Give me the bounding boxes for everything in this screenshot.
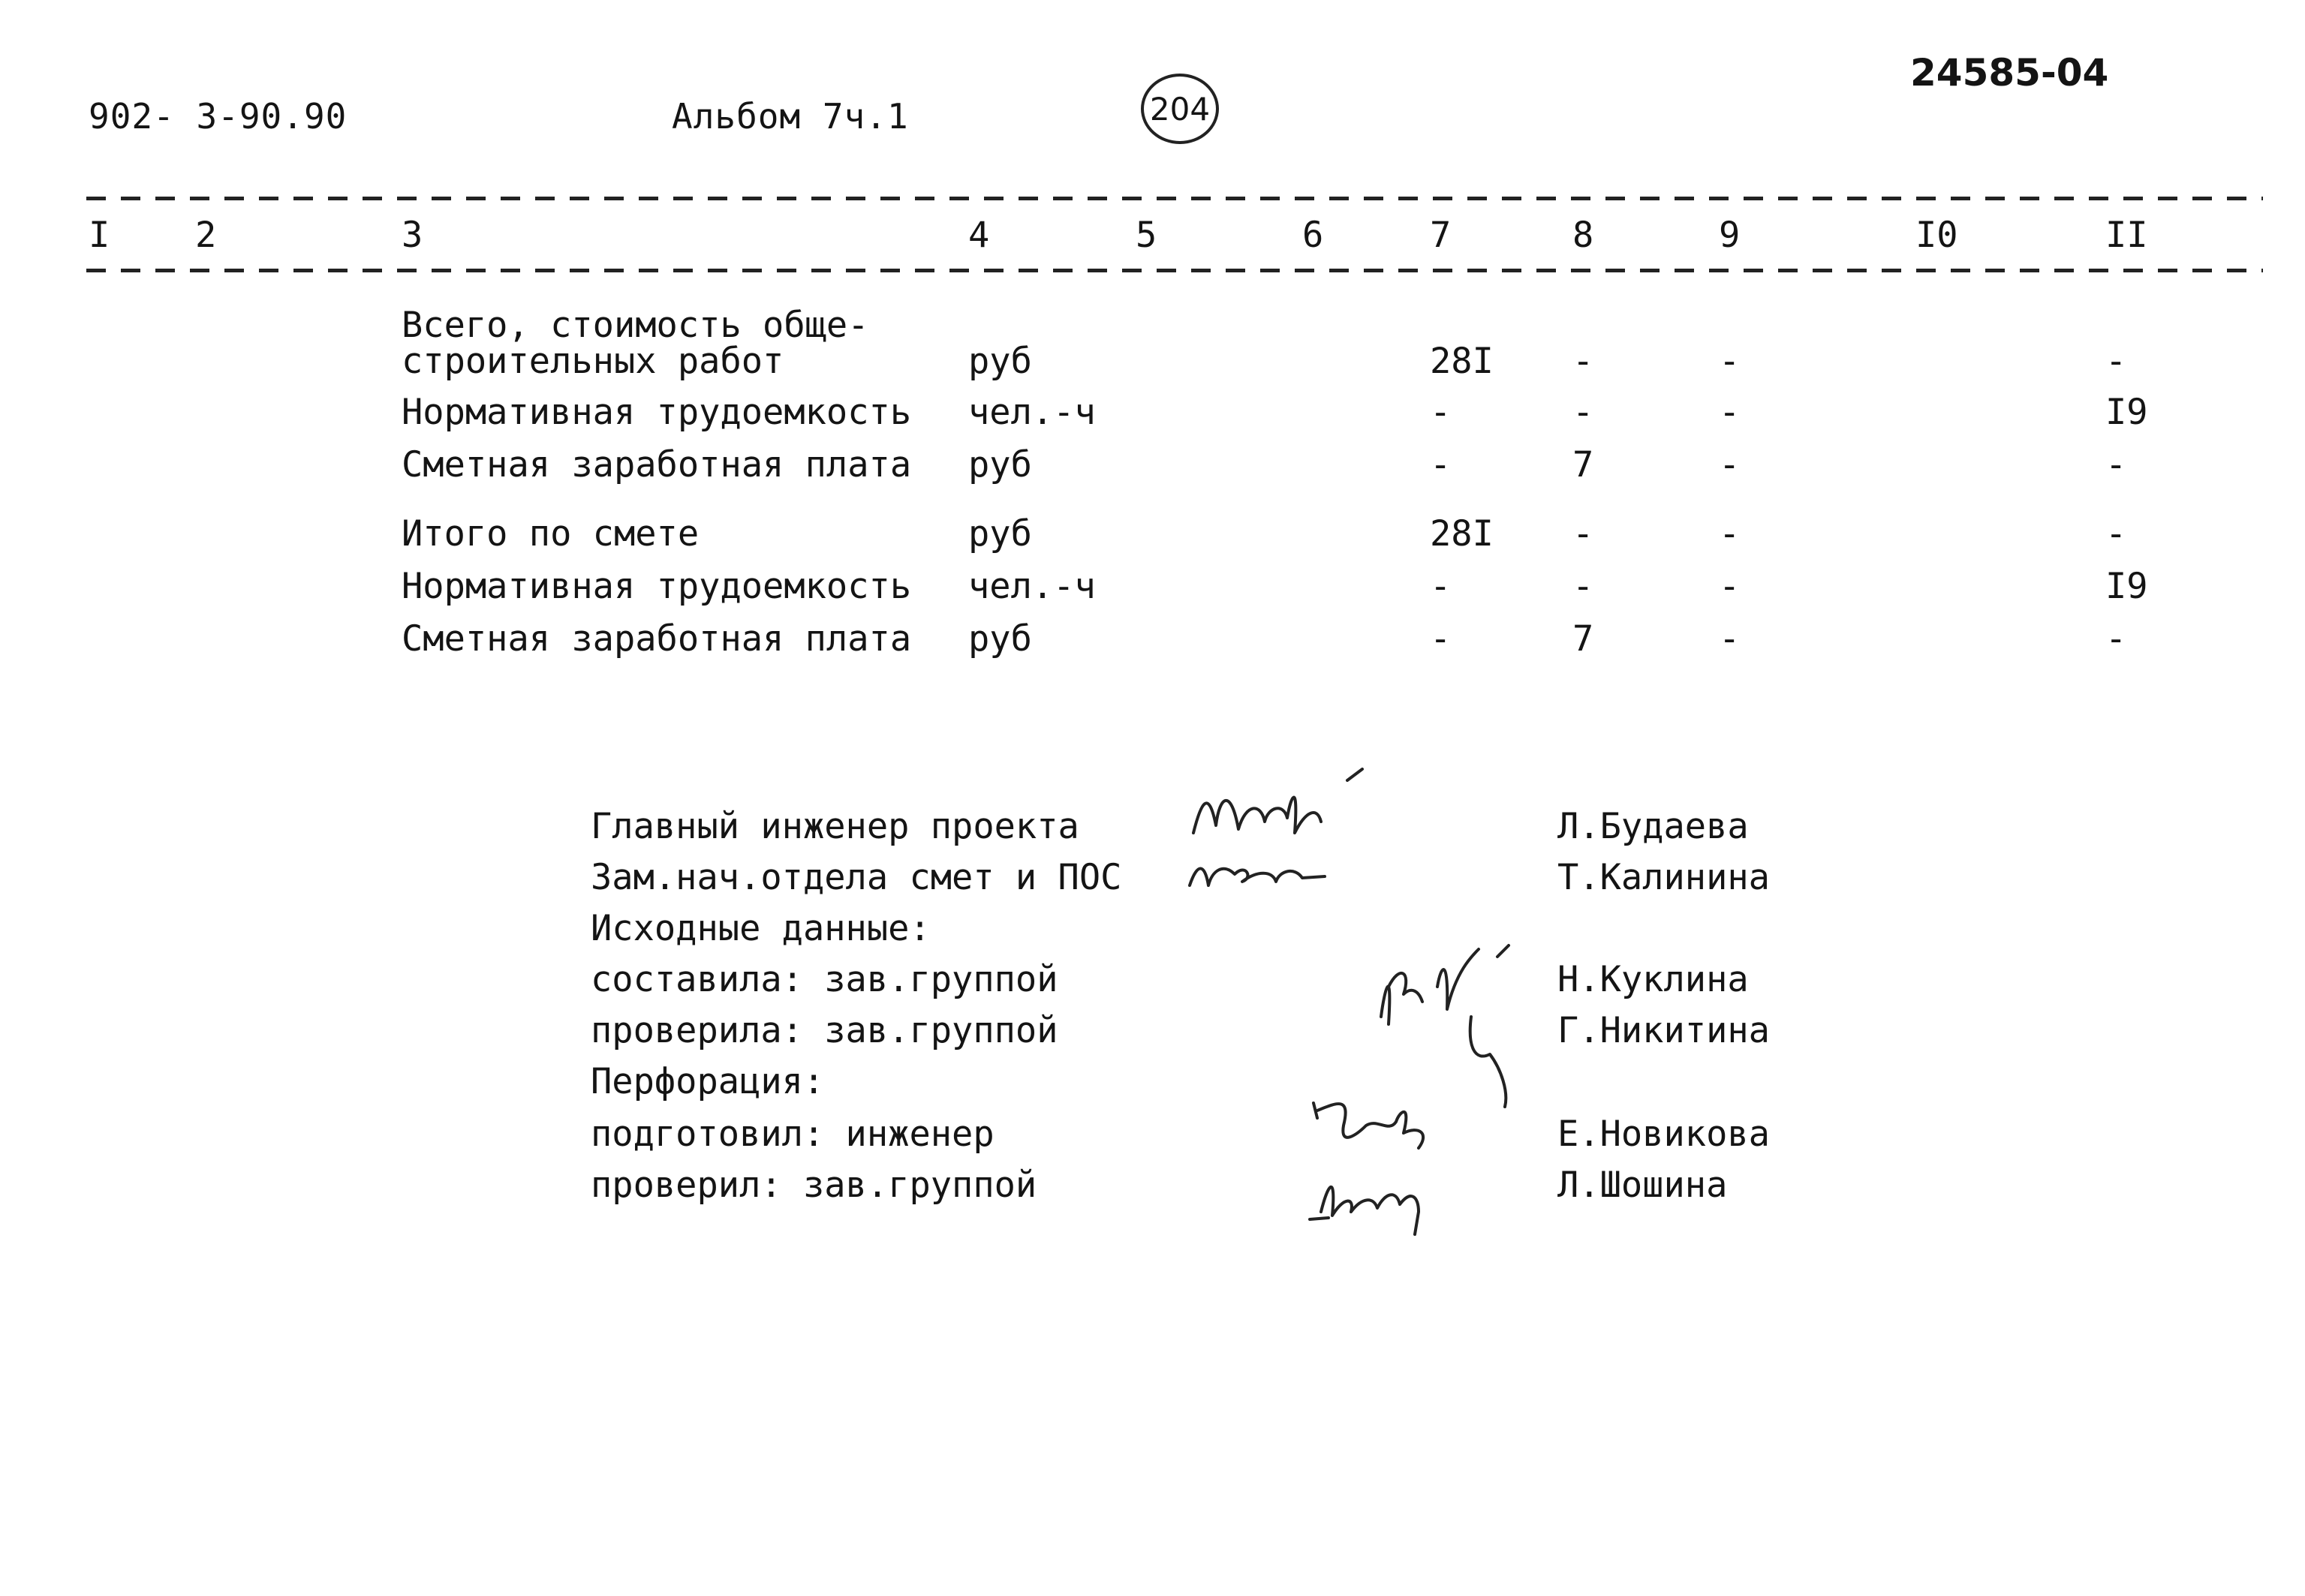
row-unit: руб [968,444,1032,485]
cell-col7: - [1430,566,1452,607]
row-name: Нормативная трудоемкость [402,392,912,433]
signature-role: подготовил: инженер [591,1114,995,1155]
cell-col9: - [1719,513,1741,555]
cell-col11: - [2105,513,2127,555]
cell-col7: - [1430,444,1452,485]
signature-person: Е.Новикова [1557,1114,1770,1155]
signature-role: Перфорация: [591,1061,825,1102]
column-number: 5 [1136,215,1157,256]
cell-col7: - [1430,618,1452,660]
cell-col7: 28I [1430,513,1494,555]
row-unit: чел.-ч [968,566,1096,607]
signature-role: проверил: зав.группой [591,1165,1037,1206]
cell-col8: - [1572,513,1594,555]
row-unit: руб [968,618,1032,660]
album-label: Альбом 7ч.1 [672,96,909,137]
cell-col8: 7 [1572,444,1594,485]
column-number: 9 [1719,215,1741,256]
column-number: 4 [968,215,990,256]
signature-role: проверила: зав.группой [591,1010,1058,1051]
page-number-text: 204 [1149,90,1211,128]
column-number: I0 [1915,215,1958,256]
column-number: I [89,215,110,256]
signature-person: Г.Никитина [1557,1010,1770,1051]
cell-col11: - [2105,341,2127,382]
column-number: II [2105,215,2148,256]
row-unit: руб [968,341,1032,382]
cell-col11: I9 [2105,566,2148,607]
signature-person: Т.Калинина [1557,857,1770,898]
cell-col7: - [1430,392,1452,433]
row-name: Сметная заработная плата [402,618,912,660]
cell-col11: I9 [2105,392,2148,433]
signature-person: Н.Куклина [1557,959,1749,1000]
row-name: Сметная заработная плата [402,444,912,485]
header-rule-top [86,197,2263,200]
signature-role: Исходные данные: [591,908,931,949]
handwritten-signature-2 [1182,848,1347,900]
row-name: Итого по смете [402,513,700,555]
signature-person: Л.Шошина [1557,1165,1728,1206]
column-number: 3 [402,215,423,256]
signature-role: составила: зав.группой [591,959,1058,1000]
cell-col11: - [2105,444,2127,485]
handwritten-signature-5 [1306,1159,1441,1242]
cell-col11: - [2105,618,2127,660]
column-number: 6 [1302,215,1324,256]
column-number: 8 [1572,215,1594,256]
cell-col8: - [1572,566,1594,607]
cell-col8: - [1572,392,1594,433]
cell-col9: - [1719,618,1741,660]
row-unit: руб [968,513,1032,555]
column-number: 7 [1430,215,1452,256]
stamp-number: 24585-04 [1910,51,2109,95]
signature-role: Главный инженер проекта [591,806,1079,847]
cell-col8: - [1572,341,1594,382]
row-name-continued: строительных работ [402,341,784,382]
cell-col9: - [1719,444,1741,485]
cell-col9: - [1719,566,1741,607]
signature-person: Л.Будаева [1557,806,1749,847]
cell-col9: - [1719,392,1741,433]
signature-role: Зам.нач.отдела смет и ПОС [591,857,1122,898]
row-name: Всего, стоимость обще- [402,305,869,346]
cell-col7: 28I [1430,341,1494,382]
cell-col9: - [1719,341,1741,382]
cell-col8: 7 [1572,618,1594,660]
document-code: 902- 3-90.90 [89,96,348,137]
page-number [1141,74,1219,144]
row-unit: чел.-ч [968,392,1096,433]
row-name: Нормативная трудоемкость [402,566,912,607]
column-number: 2 [195,215,217,256]
header-rule-bottom [86,269,2263,272]
handwritten-signature-1 [1186,765,1381,855]
